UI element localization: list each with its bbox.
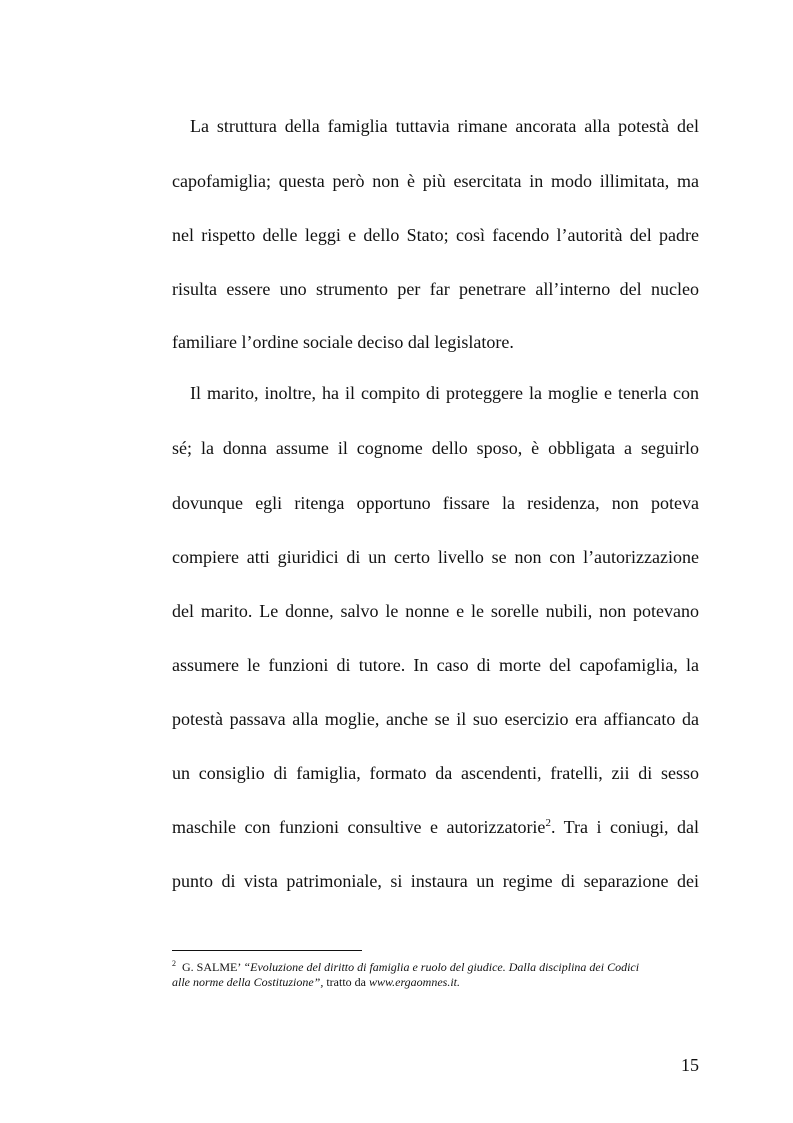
footnote-separator <box>172 950 362 951</box>
footnote-reference[interactable]: 2 <box>545 817 551 829</box>
paragraph-1-line-1: La struttura della famiglia tuttavia rimane ancorata alla potestà del <box>190 116 699 136</box>
paragraph-2-line-5: del marito. Le donne, salvo le nonne e le sorelle nubili, non potevano <box>172 601 699 621</box>
paragraph-2-line-3: dovunque egli ritenga opportuno fissare la residenza, non poteva <box>172 493 699 513</box>
footnote-line-2 <box>172 975 699 990</box>
paragraph-2-line-8: un consiglio di famiglia, formato da ascendenti, fratelli, zii di sesso <box>172 763 699 783</box>
footnote-title-part2: alle norme della Costituzione”, <box>172 975 324 989</box>
paragraph-1-line-3: nel rispetto delle leggi e dello Stato; così facendo l’autorità del padre <box>172 225 699 245</box>
footnote-source-link[interactable]: www.ergaomnes.it. <box>369 975 461 989</box>
paragraph-2-line-2: sé; la donna assume il cognome dello sposo, è obbligata a seguirlo <box>172 438 699 458</box>
footnote-source-label: tratto da <box>326 975 366 989</box>
line-9-text-a: maschile con funzioni consultive e autorizzatorie <box>172 817 546 837</box>
paragraph-1-line-5: familiare l’ordine sociale deciso dal legislatore. <box>172 332 514 352</box>
paragraph-2-line-7: potestà passava alla moglie, anche se il suo esercizio era affiancato da <box>172 709 699 729</box>
paragraph-1-line-2: capofamiglia; questa però non è più esercitata in modo illimitata, ma <box>172 171 699 191</box>
page-number: 15 <box>681 1055 699 1075</box>
footnote-line-1 <box>172 960 699 975</box>
line-9-text-b: . Tra i coniugi, dal <box>550 817 699 837</box>
paragraph-2-line-9 <box>172 816 699 838</box>
paragraph-1-line-4: risulta essere uno strumento per far penetrare all’interno del nucleo <box>172 279 699 299</box>
paragraph-2-line-10: punto di vista patrimoniale, si instaura un regime di separazione dei <box>172 871 699 891</box>
paragraph-2-line-6: assumere le funzioni di tutore. In caso di morte del capofamiglia, la <box>172 655 699 675</box>
paragraph-2-line-4: compiere atti giuridici di un certo livello se non con l’autorizzazione <box>172 547 699 567</box>
footnote-title-part1: “Evoluzione del diritto di famiglia e ruolo del giudice. Dalla disciplina dei Codici <box>243 960 640 974</box>
footnote-number: 2 <box>172 959 176 968</box>
paragraph-2-line-1: Il marito, inoltre, ha il compito di proteggere la moglie e tenerla con <box>190 383 699 403</box>
footnote-author: G. SALME’ <box>182 960 241 974</box>
